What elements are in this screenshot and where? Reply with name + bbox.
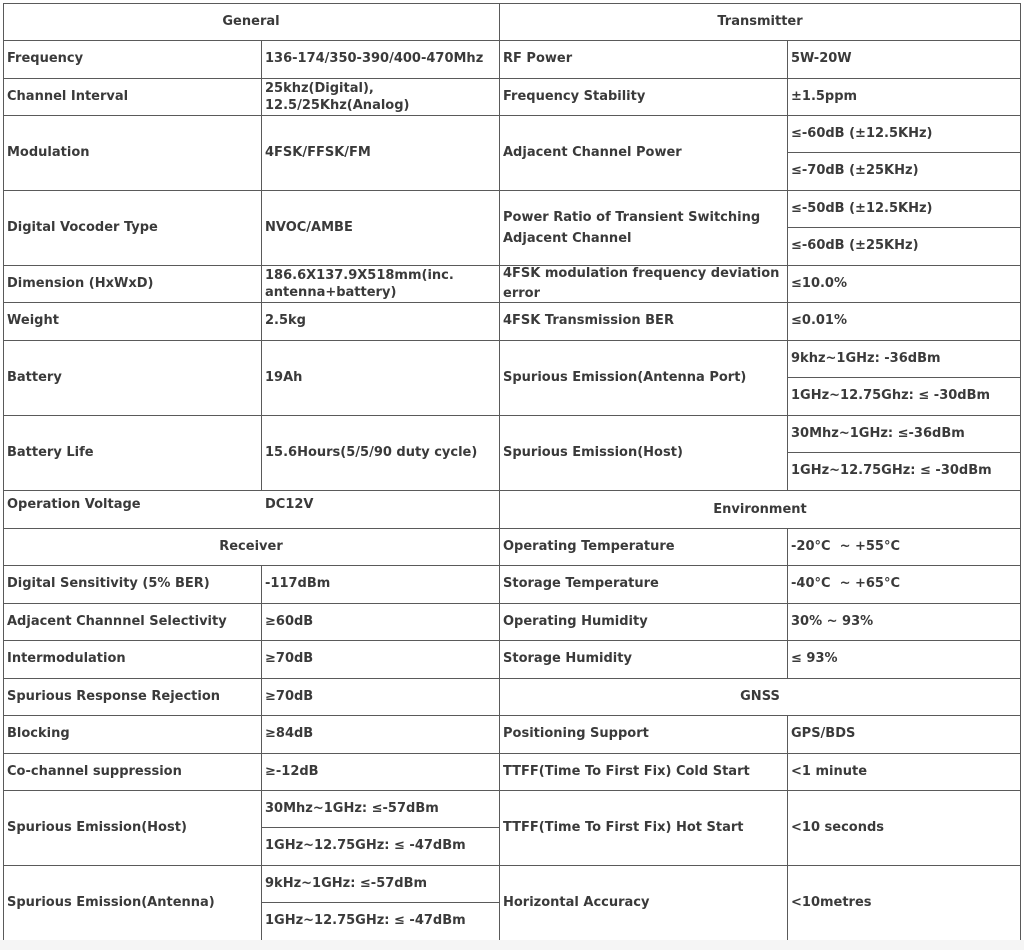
- tx-value-spurious-antenna-port-1: 9khz~1GHz: -36dBm: [791, 350, 941, 366]
- tx-label-transient-switching: Power Ratio of Transient Switching Adjacent Channel: [503, 209, 761, 246]
- tx-label-adjacent-channel-power: Adjacent Channel Power: [503, 144, 682, 160]
- tx-value-spurious-host-2: 1GHz~12.75GHz: ≤ -30dBm: [791, 463, 992, 478]
- tx-value-rf-power: 5W-20W: [791, 51, 852, 66]
- env-label-storage-humidity: Storage Humidity: [503, 651, 632, 666]
- rx-value-spurious-rejection: ≥70dB: [265, 688, 314, 704]
- general-label-battery: Battery: [7, 369, 62, 385]
- general-header: General: [222, 14, 280, 29]
- rx-value-spurious-antenna-1: 9kHz~1GHz: ≤-57dBm: [265, 875, 428, 891]
- general-value-voltage: DC12V: [265, 497, 314, 512]
- rx-label-spurious-host: Spurious Emission(Host): [7, 819, 187, 835]
- env-value-storage-humidity: ≤ 93%: [791, 651, 838, 666]
- gnss-header: GNSS: [740, 689, 780, 704]
- rx-value-spurious-host-2: 1GHz~12.75GHz: ≤ -47dBm: [265, 838, 466, 853]
- tx-value-4fsk-ber: ≤0.01%: [791, 313, 847, 328]
- general-value-modulation: 4FSK/FFSK/FM: [265, 144, 371, 160]
- env-value-storage-temp: -40°C ~ +65°C: [791, 576, 901, 591]
- general-value-frequency: 136-174/350-390/400-470Mhz: [265, 51, 484, 66]
- rx-value-spurious-antenna-2: 1GHz~12.75GHz: ≤ -47dBm: [265, 913, 466, 928]
- general-label-dimension: Dimension (HxWxD): [7, 275, 154, 291]
- env-value-operating-humidity: 30% ~ 93%: [791, 613, 874, 629]
- rx-value-digital-sensitivity: -117dBm: [265, 576, 331, 591]
- general-label-frequency: Frequency: [7, 51, 84, 66]
- tx-label-4fsk-deviation: 4FSK modulation frequency deviation error: [503, 265, 780, 301]
- environment-header: Environment: [713, 501, 807, 517]
- receiver-header: Receiver: [219, 539, 283, 554]
- rx-value-intermodulation: ≥70dB: [265, 651, 314, 666]
- tx-label-spurious-antenna-port: Spurious Emission(Antenna Port): [503, 369, 747, 385]
- gnss-value-cold-start: <1 minute: [791, 763, 868, 779]
- general-value-weight: 2.5kg: [265, 313, 306, 328]
- gnss-value-horizontal-accuracy: <10metres: [791, 894, 872, 910]
- rx-value-spurious-host-1: 30Mhz~1GHz: ≤-57dBm: [265, 800, 439, 816]
- transmitter-header: Transmitter: [717, 14, 803, 29]
- general-label-modulation: Modulation: [7, 144, 90, 160]
- general-label-battery-life: Battery Life: [7, 444, 94, 460]
- rx-label-blocking: Blocking: [7, 726, 70, 741]
- gnss-value-hot-start: <10 seconds: [791, 819, 884, 835]
- general-label-weight: Weight: [7, 313, 59, 328]
- general-value-battery-life: 15.6Hours(5/5/90 duty cycle): [265, 444, 478, 460]
- general-label-vocoder: Digital Vocoder Type: [7, 219, 158, 235]
- gnss-label-cold-start: TTFF(Time To First Fix) Cold Start: [503, 763, 750, 779]
- tx-value-adjacent-channel-power-2: ≤-70dB (±25KHz): [791, 163, 919, 178]
- spec-table: [3, 3, 1021, 940]
- tx-label-spurious-host: Spurious Emission(Host): [503, 444, 683, 460]
- tx-label-4fsk-ber: 4FSK Transmission BER: [503, 313, 674, 328]
- env-label-operating-humidity: Operating Humidity: [503, 613, 648, 629]
- rx-value-co-channel: ≥-12dB: [265, 763, 319, 779]
- tx-label-rf-power: RF Power: [503, 51, 573, 66]
- general-label-voltage: Operation Voltage: [7, 497, 141, 512]
- env-label-storage-temp: Storage Temperature: [503, 576, 659, 591]
- env-value-operating-temp: -20°C ~ +55°C: [791, 538, 901, 554]
- page-bottom-edge: [0, 940, 1024, 950]
- general-value-channel-interval: 25khz(Digital), 12.5/25Khz(Analog): [265, 80, 410, 113]
- tx-value-adjacent-channel-power-1: ≤-60dB (±12.5KHz): [791, 125, 933, 141]
- general-value-dimension: 186.6X137.9X518mm(inc. antenna+battery): [265, 267, 454, 300]
- tx-value-frequency-stability: ±1.5ppm: [791, 88, 858, 104]
- rx-value-adjacent-selectivity: ≥60dB: [265, 613, 314, 629]
- rx-label-co-channel: Co-channel suppression: [7, 763, 182, 779]
- tx-value-transient-switching-1: ≤-50dB (±12.5KHz): [791, 200, 933, 216]
- rx-label-digital-sensitivity: Digital Sensitivity (5% BER): [7, 576, 210, 591]
- tx-value-transient-switching-2: ≤-60dB (±25KHz): [791, 238, 919, 253]
- tx-label-frequency-stability: Frequency Stability: [503, 88, 646, 104]
- tx-value-4fsk-deviation: ≤10.0%: [791, 275, 847, 291]
- general-value-vocoder: NVOC/AMBE: [265, 219, 353, 235]
- gnss-value-positioning: GPS/BDS: [791, 726, 856, 741]
- gnss-label-horizontal-accuracy: Horizontal Accuracy: [503, 894, 650, 910]
- general-value-battery: 19Ah: [265, 369, 303, 385]
- rx-value-blocking: ≥84dB: [265, 726, 314, 741]
- tx-value-spurious-host-1: 30Mhz~1GHz: ≤-36dBm: [791, 425, 965, 441]
- rx-label-spurious-antenna: Spurious Emission(Antenna): [7, 894, 215, 910]
- rx-label-spurious-rejection: Spurious Response Rejection: [7, 688, 221, 704]
- env-label-operating-temp: Operating Temperature: [503, 538, 675, 554]
- rx-label-intermodulation: Intermodulation: [7, 651, 126, 666]
- gnss-label-positioning: Positioning Support: [503, 726, 649, 741]
- tx-value-spurious-antenna-port-2: 1GHz~12.75Ghz: ≤ -30dBm: [791, 388, 991, 403]
- rx-label-adjacent-selectivity: Adjacent Channnel Selectivity: [7, 613, 227, 629]
- general-label-channel-interval: Channel Interval: [7, 88, 129, 104]
- gnss-label-hot-start: TTFF(Time To First Fix) Hot Start: [503, 819, 744, 835]
